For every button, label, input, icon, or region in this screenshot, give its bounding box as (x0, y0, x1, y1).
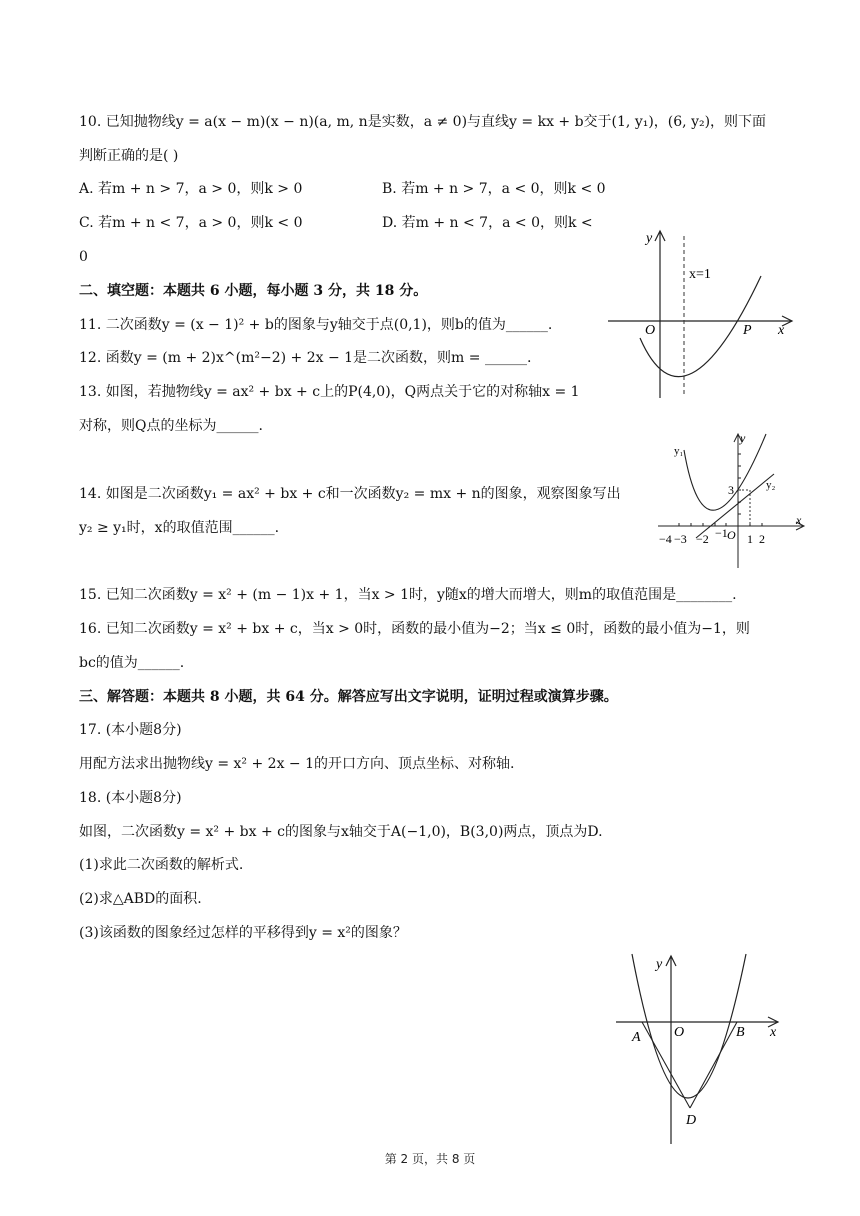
q18-title: 18. (本小题8分) (79, 790, 182, 806)
figure-q13-svg (606, 226, 800, 400)
q18-part2: (2)求△ABD的面积. (79, 891, 202, 907)
q14-tick-m1: −1 (715, 526, 728, 540)
q13-origin-label: O (645, 323, 656, 338)
q14-y2-label: y₂ (766, 479, 776, 491)
q14-origin-label: O (727, 528, 736, 542)
q10-option-a: A. 若m + n > 7，a > 0，则k > 0 (79, 181, 303, 197)
figure-q14-svg (654, 428, 810, 570)
q13-point-p-label: P (743, 323, 752, 338)
q18-parabola (632, 954, 746, 1098)
q10-option-d-cont: 0 (79, 249, 88, 265)
q17-title: 17. (本小题8分) (79, 722, 182, 738)
q13-line2: 对称，则Q点的坐标为______. (79, 418, 263, 434)
q14-tick-3: 3 (728, 483, 734, 497)
q13-y-label: y (646, 231, 653, 246)
q10-line1: 10. 已知抛物线y = a(x − m)(x − n)(a, m, n是实数，a ≠ 0)与直线y = kx + b交于(1, y₁)，(6, y₂)，则下面 (79, 114, 767, 130)
q14-x-label: x (796, 513, 802, 527)
figure-q13 (606, 226, 800, 400)
q18-segment-bd (690, 1022, 737, 1108)
q10-option-c: C. 若m + n < 7，a > 0，则k < 0 (79, 215, 303, 231)
figure-q18 (612, 952, 786, 1146)
q13-line1: 13. 如图，若抛物线y = ax² + bx + c上的P(4,0)，Q两点关于它的对称轴x = 1 (79, 384, 580, 400)
page-footer: 第 2 页，共 8 页 (384, 1152, 476, 1166)
q18-text: 如图，二次函数y = x² + bx + c的图象与x轴交于A(−1,0)，B(3,0)两点，顶点为D. (79, 824, 603, 840)
q18-point-b-label: B (736, 1025, 745, 1040)
q10-line2: 判断正确的是( ) (79, 148, 179, 164)
q16-line2: bc的值为______. (79, 655, 185, 671)
q14-tick-2: 2 (759, 532, 765, 546)
q18-point-a-label: A (632, 1030, 641, 1045)
section3-heading: 三、解答题：本题共 8 小题，共 64 分。解答应写出文字说明，证明过程或演算步骤。 (79, 689, 618, 705)
q13-x-label: x (778, 323, 785, 338)
q10-option-b: B. 若m + n > 7，a < 0，则k < 0 (382, 181, 606, 197)
q14-tick-m2: −2 (696, 532, 709, 546)
q14-line1: 14. 如图是二次函数y₁ = ax² + bx + c和一次函数y₂ = mx + n的图象，观察图象写出 (79, 486, 621, 502)
q14-y-label: y (740, 431, 746, 445)
section2-heading: 二、填空题：本题共 6 小题，每小题 3 分，共 18 分。 (79, 283, 428, 299)
q14-tick-m3: −3 (674, 532, 687, 546)
q14-tick-1: 1 (747, 532, 753, 546)
q18-origin-label: O (674, 1025, 685, 1040)
q10-option-d: D. 若m + n < 7，a < 0，则k < (382, 215, 593, 231)
q18-part3: (3)该函数的图象经过怎样的平移得到y = x²的图象？ (79, 925, 407, 941)
figure-q14 (654, 428, 810, 570)
q14-line2: y₂ ≥ y₁时，x的取值范围______. (79, 520, 280, 536)
q14-parabola-y1 (684, 434, 766, 510)
q18-y-label: y (656, 957, 663, 972)
q14-tick-m4: −4 (659, 532, 672, 546)
q18-point-d-label: D (686, 1113, 697, 1128)
q13-axis-label: x=1 (689, 267, 711, 282)
q11-text: 11. 二次函数y = (x − 1)² + b的图象与y轴交于点(0,1)，则b的值为______. (79, 317, 553, 333)
q16-line1: 16. 已知二次函数y = x² + bx + c，当x > 0时，函数的最小值为−2；当x ≤ 0时，函数的最小值为−1，则 (79, 621, 750, 637)
q17-text: 用配方法求出抛物线y = x² + 2x − 1的开口方向、顶点坐标、对称轴. (79, 756, 515, 772)
q18-x-label: x (770, 1025, 777, 1040)
q12-text: 12. 函数y = (m + 2)x^(m²−2) + 2x − 1是二次函数，则m = ______. (79, 350, 532, 366)
figure-q18-svg (612, 952, 786, 1146)
q14-y1-label: y₁ (674, 445, 684, 457)
q18-part1: (1)求此二次函数的解析式. (79, 857, 244, 873)
q15-text: 15. 已知二次函数y = x² + (m − 1)x + 1，当x > 1时，y随x的增大而增大，则m的取值范围是________. (79, 587, 737, 603)
